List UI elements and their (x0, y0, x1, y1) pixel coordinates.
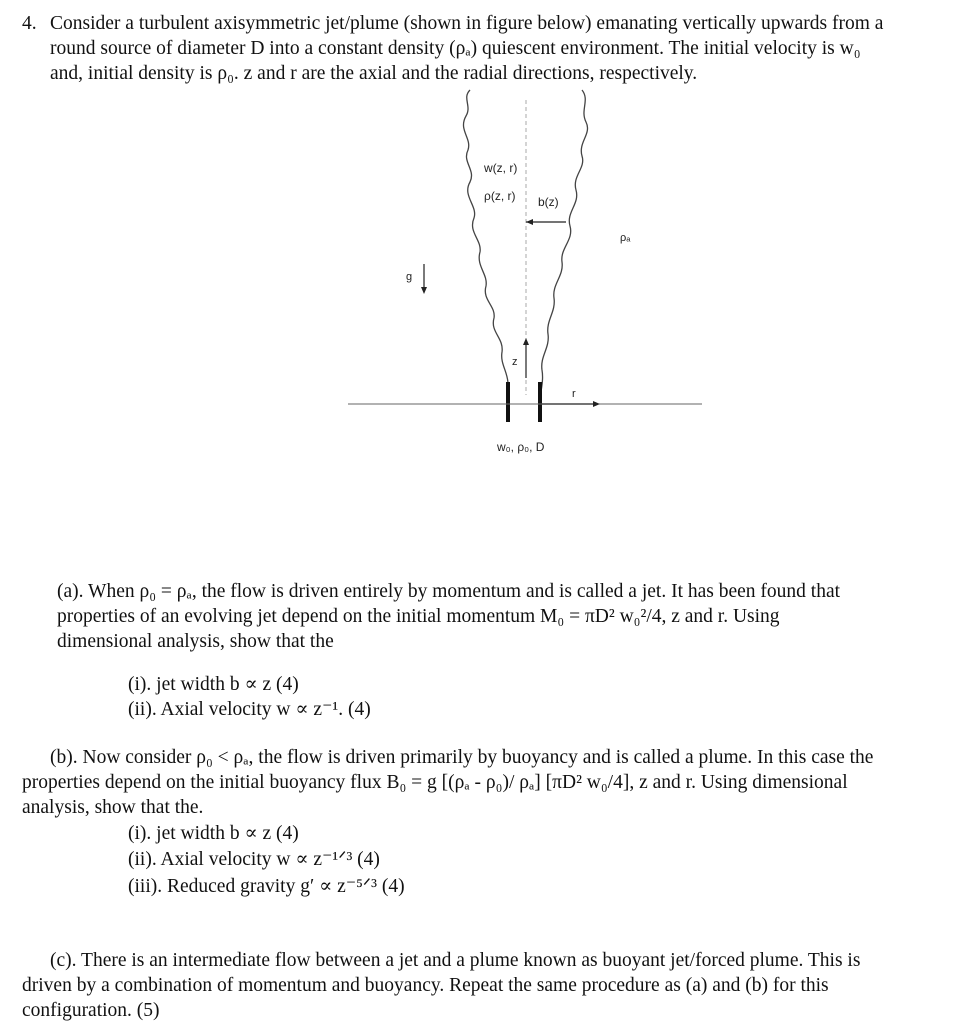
part-a-line-2: properties of an evolving jet depend on the initial momentum M₀ = πD² w₀²/4, z and r. Using (57, 606, 780, 627)
nozzle-wall-left (506, 382, 510, 422)
question-number: 4. (22, 13, 37, 34)
part-b-line-2: properties depend on the initial buoyancy flux B₀ = g [(ρₐ - ρ₀)/ ρₐ] [πD² w₀/4], z and r. Using dimensional (22, 772, 848, 793)
part-b-item-1: (i). jet width b ∝ z (4) (128, 823, 299, 844)
label-b: b(z) (538, 195, 559, 209)
intro-line-2: round source of diameter D into a constant density (ρₐ) quiescent environment. The initial velocity is w₀ (50, 38, 861, 59)
intro-line-1: Consider a turbulent axisymmetric jet/plume (shown in figure below) emanating vertically upwards from a (50, 13, 884, 34)
label-z: z (512, 356, 518, 368)
part-a-item-1: (i). jet width b ∝ z (4) (128, 674, 299, 695)
label-g: g (406, 271, 413, 283)
z-arrowhead (523, 338, 529, 345)
part-a-line-1: (a). When ρ₀ = ρₐ, the flow is driven entirely by momentum and is called a jet. It has been found that (57, 581, 841, 602)
label-rho: ρ(z, r) (484, 189, 516, 203)
g-arrowhead (421, 287, 427, 294)
part-c-line-2: driven by a combination of momentum and buoyancy. Repeat the same procedure as (a) and (b) for this (22, 975, 829, 996)
part-a-item-2: (ii). Axial velocity w ∝ z⁻¹. (4) (128, 699, 371, 720)
part-c-line-1: (c). There is an intermediate flow between a jet and a plume known as buoyant jet/forced plume. This is (50, 950, 861, 971)
part-b-item-3: (iii). Reduced gravity g′ ∝ z⁻⁵ᐟ³ (4) (128, 876, 405, 897)
intro-line-3: and, initial density is ρ₀. z and r are the axial and the radial directions, respectively. (50, 63, 698, 84)
part-a-line-3: dimensional analysis, show that the (57, 631, 334, 652)
r-arrowhead (593, 401, 600, 407)
label-source: w₀, ρ₀, D (497, 440, 545, 454)
part-b-line-3: analysis, show that the. (22, 797, 204, 818)
part-b-line-1: (b). Now consider ρ₀ < ρₐ, the flow is driven primarily by buoyancy and is called a plume. In this case the (50, 747, 874, 768)
left-boundary (463, 90, 508, 402)
part-c-line-3: configuration. (5) (22, 1000, 160, 1021)
nozzle-wall-right (538, 382, 542, 422)
label-rho-a: ρₐ (620, 232, 631, 244)
right-boundary (540, 90, 588, 402)
label-r: r (572, 388, 576, 400)
label-w: w(z, r) (484, 161, 518, 175)
part-b-item-2: (ii). Axial velocity w ∝ z⁻¹ᐟ³ (4) (128, 849, 380, 870)
b-arrowhead (526, 219, 533, 225)
